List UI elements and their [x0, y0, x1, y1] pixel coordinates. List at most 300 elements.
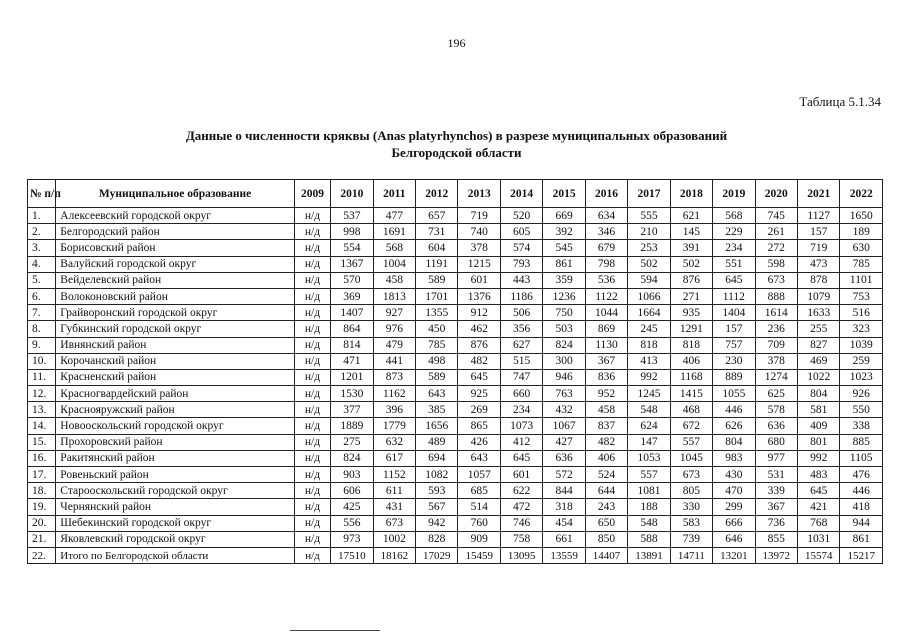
value-cell-2009: н/д: [294, 499, 330, 515]
value-cell-2017: 992: [628, 369, 670, 385]
value-cell-2013: 865: [458, 418, 500, 434]
municipality-name: Губкинский городской округ: [56, 321, 295, 337]
value-cell-2013: 760: [458, 515, 500, 531]
municipality-name: Алексеевский городской округ: [56, 208, 295, 224]
value-cell-2022: 861: [840, 531, 883, 547]
value-cell-2017: 557: [628, 467, 670, 483]
value-cell-2017: 555: [628, 208, 670, 224]
value-cell-2010: 425: [331, 499, 373, 515]
value-cell-2018: 145: [670, 224, 712, 240]
value-cell-2020: 261: [755, 224, 797, 240]
table-row: [28, 353, 883, 369]
value-cell-2012: 17029: [416, 547, 458, 563]
value-cell-2014: 412: [500, 434, 542, 450]
row-number: 2.: [28, 224, 56, 240]
row-number: 21.: [28, 531, 56, 547]
municipality-name: Красненский район: [56, 369, 295, 385]
value-cell-2011: 479: [373, 337, 415, 353]
value-cell-2020: 378: [755, 353, 797, 369]
municipality-name: Белгородский район: [56, 224, 295, 240]
table-row: [28, 402, 883, 418]
value-cell-2020: 531: [755, 467, 797, 483]
value-cell-2017: 413: [628, 353, 670, 369]
value-cell-2017: 245: [628, 321, 670, 337]
value-cell-2010: 973: [331, 531, 373, 547]
value-cell-2010: 471: [331, 353, 373, 369]
value-cell-2017: 1081: [628, 483, 670, 499]
row-number: 8.: [28, 321, 56, 337]
value-cell-2013: 514: [458, 499, 500, 515]
value-cell-2019: 804: [713, 434, 755, 450]
table-row: [28, 547, 883, 563]
value-cell-2013: 645: [458, 369, 500, 385]
value-cell-2009: н/д: [294, 450, 330, 466]
value-cell-2014: 622: [500, 483, 542, 499]
value-cell-2017: 1053: [628, 450, 670, 466]
value-cell-2014: 356: [500, 321, 542, 337]
value-cell-2009: н/д: [294, 337, 330, 353]
value-cell-2011: 568: [373, 240, 415, 256]
value-cell-2011: 1002: [373, 531, 415, 547]
value-cell-2022: 15217: [840, 547, 883, 563]
value-cell-2011: 976: [373, 321, 415, 337]
value-cell-2016: 14407: [585, 547, 627, 563]
value-cell-2013: 462: [458, 321, 500, 337]
value-cell-2018: 502: [670, 256, 712, 272]
row-number: 4.: [28, 256, 56, 272]
value-cell-2018: 672: [670, 418, 712, 434]
table-row: [28, 434, 883, 450]
value-cell-2012: 942: [416, 515, 458, 531]
municipality-name: Старооскольский городской округ: [56, 483, 295, 499]
value-cell-2014: 601: [500, 467, 542, 483]
value-cell-2022: 1105: [840, 450, 883, 466]
value-cell-2021: 157: [797, 224, 839, 240]
row-number: 3.: [28, 240, 56, 256]
municipality-name: Борисовский район: [56, 240, 295, 256]
value-cell-2015: 750: [543, 305, 585, 321]
table-row: [28, 224, 883, 240]
value-cell-2015: 1236: [543, 288, 585, 304]
value-cell-2013: 1376: [458, 288, 500, 304]
municipality-name: Валуйский городской округ: [56, 256, 295, 272]
value-cell-2019: 1404: [713, 305, 755, 321]
value-cell-2011: 1152: [373, 467, 415, 483]
value-cell-2019: 229: [713, 224, 755, 240]
value-cell-2009: н/д: [294, 402, 330, 418]
value-cell-2015: 503: [543, 321, 585, 337]
value-cell-2012: 385: [416, 402, 458, 418]
value-cell-2016: 634: [585, 208, 627, 224]
header-year-2019: 2019: [713, 180, 755, 208]
value-cell-2010: 570: [331, 272, 373, 288]
value-cell-2022: 944: [840, 515, 883, 531]
value-cell-2015: 318: [543, 499, 585, 515]
value-cell-2011: 441: [373, 353, 415, 369]
value-cell-2015: 824: [543, 337, 585, 353]
value-cell-2021: 827: [797, 337, 839, 353]
row-number: 10.: [28, 353, 56, 369]
value-cell-2013: 876: [458, 337, 500, 353]
value-cell-2020: 977: [755, 450, 797, 466]
table-row: [28, 515, 883, 531]
value-cell-2013: 685: [458, 483, 500, 499]
value-cell-2013: 269: [458, 402, 500, 418]
value-cell-2017: 188: [628, 499, 670, 515]
municipality-name: Ивнянский район: [56, 337, 295, 353]
value-cell-2009: н/д: [294, 256, 330, 272]
value-cell-2017: 253: [628, 240, 670, 256]
value-cell-2010: 606: [331, 483, 373, 499]
value-cell-2010: 537: [331, 208, 373, 224]
value-cell-2013: 719: [458, 208, 500, 224]
value-cell-2012: 498: [416, 353, 458, 369]
value-cell-2021: 581: [797, 402, 839, 418]
value-cell-2009: н/д: [294, 467, 330, 483]
value-cell-2015: 763: [543, 386, 585, 402]
value-cell-2021: 483: [797, 467, 839, 483]
value-cell-2016: 952: [585, 386, 627, 402]
header-year-2015: 2015: [543, 180, 585, 208]
value-cell-2010: 824: [331, 450, 373, 466]
value-cell-2018: 583: [670, 515, 712, 531]
value-cell-2022: 338: [840, 418, 883, 434]
row-number: 11.: [28, 369, 56, 385]
value-cell-2020: 339: [755, 483, 797, 499]
value-cell-2021: 992: [797, 450, 839, 466]
value-cell-2020: 13972: [755, 547, 797, 563]
value-cell-2011: 873: [373, 369, 415, 385]
value-cell-2020: 1614: [755, 305, 797, 321]
value-cell-2016: 524: [585, 467, 627, 483]
value-cell-2009: н/д: [294, 224, 330, 240]
value-cell-2016: 243: [585, 499, 627, 515]
value-cell-2011: 431: [373, 499, 415, 515]
value-cell-2010: 377: [331, 402, 373, 418]
value-cell-2017: 1066: [628, 288, 670, 304]
value-cell-2012: 1191: [416, 256, 458, 272]
row-number: 17.: [28, 467, 56, 483]
header-year-2011: 2011: [373, 180, 415, 208]
value-cell-2018: 1168: [670, 369, 712, 385]
footer-rule: [290, 630, 380, 631]
value-cell-2018: 14711: [670, 547, 712, 563]
value-cell-2014: 472: [500, 499, 542, 515]
value-cell-2021: 421: [797, 499, 839, 515]
value-cell-2012: 604: [416, 240, 458, 256]
municipality-name: Краснояружский район: [56, 402, 295, 418]
value-cell-2009: н/д: [294, 434, 330, 450]
value-cell-2017: 502: [628, 256, 670, 272]
value-cell-2015: 13559: [543, 547, 585, 563]
value-cell-2010: 369: [331, 288, 373, 304]
value-cell-2018: 1291: [670, 321, 712, 337]
value-cell-2016: 837: [585, 418, 627, 434]
population-table: [27, 179, 883, 564]
value-cell-2022: 785: [840, 256, 883, 272]
value-cell-2019: 299: [713, 499, 755, 515]
value-cell-2010: 864: [331, 321, 373, 337]
row-number: 16.: [28, 450, 56, 466]
value-cell-2015: 861: [543, 256, 585, 272]
value-cell-2011: 1691: [373, 224, 415, 240]
row-number: 20.: [28, 515, 56, 531]
value-cell-2021: 1022: [797, 369, 839, 385]
value-cell-2018: 805: [670, 483, 712, 499]
value-cell-2022: 476: [840, 467, 883, 483]
value-cell-2014: 645: [500, 450, 542, 466]
value-cell-2011: 458: [373, 272, 415, 288]
value-cell-2011: 1779: [373, 418, 415, 434]
value-cell-2020: 625: [755, 386, 797, 402]
value-cell-2022: 885: [840, 434, 883, 450]
value-cell-2010: 814: [331, 337, 373, 353]
title-line-1: Данные о численности кряквы (Anas platyrhynchos) в разрезе муниципальных образований: [185, 128, 728, 143]
value-cell-2017: 588: [628, 531, 670, 547]
value-cell-2018: 1415: [670, 386, 712, 402]
value-cell-2020: 1274: [755, 369, 797, 385]
value-cell-2020: 680: [755, 434, 797, 450]
value-cell-2022: 189: [840, 224, 883, 240]
value-cell-2016: 482: [585, 434, 627, 450]
value-cell-2022: 753: [840, 288, 883, 304]
row-number: 22.: [28, 547, 56, 563]
value-cell-2016: 1122: [585, 288, 627, 304]
header-year-2010: 2010: [331, 180, 373, 208]
value-cell-2014: 515: [500, 353, 542, 369]
value-cell-2016: 1044: [585, 305, 627, 321]
value-cell-2016: 679: [585, 240, 627, 256]
value-cell-2010: 275: [331, 434, 373, 450]
value-cell-2010: 1367: [331, 256, 373, 272]
value-cell-2011: 477: [373, 208, 415, 224]
value-cell-2012: 589: [416, 369, 458, 385]
table-row: [28, 499, 883, 515]
value-cell-2022: 630: [840, 240, 883, 256]
value-cell-2017: 13891: [628, 547, 670, 563]
value-cell-2019: 446: [713, 402, 755, 418]
table-row: [28, 531, 883, 547]
table-body: [28, 208, 883, 564]
value-cell-2019: 666: [713, 515, 755, 531]
value-cell-2014: 758: [500, 531, 542, 547]
value-cell-2014: 660: [500, 386, 542, 402]
table-row: [28, 418, 883, 434]
value-cell-2022: 1101: [840, 272, 883, 288]
value-cell-2019: 568: [713, 208, 755, 224]
municipality-name: Ровеньский район: [56, 467, 295, 483]
value-cell-2021: 719: [797, 240, 839, 256]
value-cell-2018: 818: [670, 337, 712, 353]
value-cell-2019: 551: [713, 256, 755, 272]
value-cell-2015: 359: [543, 272, 585, 288]
value-cell-2017: 624: [628, 418, 670, 434]
value-cell-2014: 746: [500, 515, 542, 531]
value-cell-2020: 236: [755, 321, 797, 337]
value-cell-2021: 1031: [797, 531, 839, 547]
row-number: 15.: [28, 434, 56, 450]
table-row: [28, 272, 883, 288]
value-cell-2010: 1407: [331, 305, 373, 321]
value-cell-2022: 926: [840, 386, 883, 402]
value-cell-2015: 636: [543, 450, 585, 466]
value-cell-2009: н/д: [294, 240, 330, 256]
value-cell-2013: 1215: [458, 256, 500, 272]
value-cell-2016: 869: [585, 321, 627, 337]
value-cell-2016: 644: [585, 483, 627, 499]
value-cell-2016: 650: [585, 515, 627, 531]
value-cell-2022: 1650: [840, 208, 883, 224]
table-label: Таблица 5.1.34: [799, 94, 881, 109]
value-cell-2021: 878: [797, 272, 839, 288]
value-cell-2015: 1067: [543, 418, 585, 434]
value-cell-2009: н/д: [294, 305, 330, 321]
value-cell-2015: 844: [543, 483, 585, 499]
value-cell-2021: 1079: [797, 288, 839, 304]
value-cell-2013: 909: [458, 531, 500, 547]
value-cell-2017: 210: [628, 224, 670, 240]
value-cell-2020: 888: [755, 288, 797, 304]
value-cell-2016: 1130: [585, 337, 627, 353]
value-cell-2011: 673: [373, 515, 415, 531]
value-cell-2012: 657: [416, 208, 458, 224]
value-cell-2013: 1057: [458, 467, 500, 483]
value-cell-2013: 925: [458, 386, 500, 402]
value-cell-2010: 17510: [331, 547, 373, 563]
value-cell-2009: н/д: [294, 531, 330, 547]
row-number: 13.: [28, 402, 56, 418]
value-cell-2022: 418: [840, 499, 883, 515]
value-cell-2012: 1656: [416, 418, 458, 434]
value-cell-2014: 747: [500, 369, 542, 385]
header-year-2022: 2022: [840, 180, 883, 208]
value-cell-2011: 617: [373, 450, 415, 466]
value-cell-2019: 470: [713, 483, 755, 499]
value-cell-2010: 556: [331, 515, 373, 531]
row-number: 9.: [28, 337, 56, 353]
value-cell-2018: 621: [670, 208, 712, 224]
value-cell-2016: 850: [585, 531, 627, 547]
municipality-name: Вейделевский район: [56, 272, 295, 288]
value-cell-2011: 1162: [373, 386, 415, 402]
value-cell-2015: 432: [543, 402, 585, 418]
value-cell-2013: 15459: [458, 547, 500, 563]
value-cell-2020: 598: [755, 256, 797, 272]
row-number: 18.: [28, 483, 56, 499]
table-row: [28, 483, 883, 499]
header-year-2013: 2013: [458, 180, 500, 208]
municipality-name: Итого по Белгородской области: [56, 547, 295, 563]
value-cell-2020: 272: [755, 240, 797, 256]
value-cell-2013: 601: [458, 272, 500, 288]
value-cell-2022: 1023: [840, 369, 883, 385]
value-cell-2021: 473: [797, 256, 839, 272]
value-cell-2018: 330: [670, 499, 712, 515]
header-year-2021: 2021: [797, 180, 839, 208]
table-row: [28, 256, 883, 272]
value-cell-2010: 1889: [331, 418, 373, 434]
header-year-2020: 2020: [755, 180, 797, 208]
value-cell-2009: н/д: [294, 272, 330, 288]
value-cell-2013: 482: [458, 353, 500, 369]
row-number: 5.: [28, 272, 56, 288]
table-row: [28, 240, 883, 256]
municipality-name: Ракитянский район: [56, 450, 295, 466]
header-year-2009: 2009: [294, 180, 330, 208]
value-cell-2012: 643: [416, 386, 458, 402]
value-cell-2012: 731: [416, 224, 458, 240]
value-cell-2012: 489: [416, 434, 458, 450]
row-number: 1.: [28, 208, 56, 224]
value-cell-2019: 230: [713, 353, 755, 369]
municipality-name: Яковлевский городской округ: [56, 531, 295, 547]
value-cell-2018: 935: [670, 305, 712, 321]
table-row: [28, 321, 883, 337]
value-cell-2021: 409: [797, 418, 839, 434]
header-num: № п/п: [28, 180, 56, 208]
title-line-2: Белгородской области: [391, 145, 522, 160]
value-cell-2009: н/д: [294, 353, 330, 369]
value-cell-2012: 450: [416, 321, 458, 337]
value-cell-2021: 469: [797, 353, 839, 369]
value-cell-2013: 740: [458, 224, 500, 240]
row-number: 14.: [28, 418, 56, 434]
value-cell-2013: 426: [458, 434, 500, 450]
value-cell-2016: 346: [585, 224, 627, 240]
value-cell-2018: 1045: [670, 450, 712, 466]
value-cell-2015: 669: [543, 208, 585, 224]
value-cell-2019: 1112: [713, 288, 755, 304]
table-row: [28, 288, 883, 304]
value-cell-2010: 998: [331, 224, 373, 240]
value-cell-2011: 1004: [373, 256, 415, 272]
value-cell-2019: 13201: [713, 547, 755, 563]
value-cell-2017: 548: [628, 402, 670, 418]
header-year-2017: 2017: [628, 180, 670, 208]
value-cell-2015: 661: [543, 531, 585, 547]
value-cell-2014: 443: [500, 272, 542, 288]
value-cell-2022: 1039: [840, 337, 883, 353]
municipality-name: Шебекинский городской округ: [56, 515, 295, 531]
value-cell-2016: 798: [585, 256, 627, 272]
table-title: [0, 127, 913, 161]
value-cell-2014: 520: [500, 208, 542, 224]
value-cell-2015: 572: [543, 467, 585, 483]
value-cell-2011: 611: [373, 483, 415, 499]
header-year-2016: 2016: [585, 180, 627, 208]
row-number: 19.: [28, 499, 56, 515]
value-cell-2015: 946: [543, 369, 585, 385]
value-cell-2022: 516: [840, 305, 883, 321]
value-cell-2012: 1701: [416, 288, 458, 304]
municipality-name: Прохоровский район: [56, 434, 295, 450]
row-number: 6.: [28, 288, 56, 304]
value-cell-2022: 446: [840, 483, 883, 499]
value-cell-2013: 643: [458, 450, 500, 466]
value-cell-2019: 889: [713, 369, 755, 385]
value-cell-2009: н/д: [294, 515, 330, 531]
value-cell-2014: 234: [500, 402, 542, 418]
value-cell-2019: 157: [713, 321, 755, 337]
value-cell-2019: 983: [713, 450, 755, 466]
municipality-name: Красногвардейский район: [56, 386, 295, 402]
value-cell-2014: 1186: [500, 288, 542, 304]
value-cell-2017: 147: [628, 434, 670, 450]
value-cell-2012: 567: [416, 499, 458, 515]
value-cell-2019: 646: [713, 531, 755, 547]
value-cell-2019: 645: [713, 272, 755, 288]
value-cell-2011: 396: [373, 402, 415, 418]
